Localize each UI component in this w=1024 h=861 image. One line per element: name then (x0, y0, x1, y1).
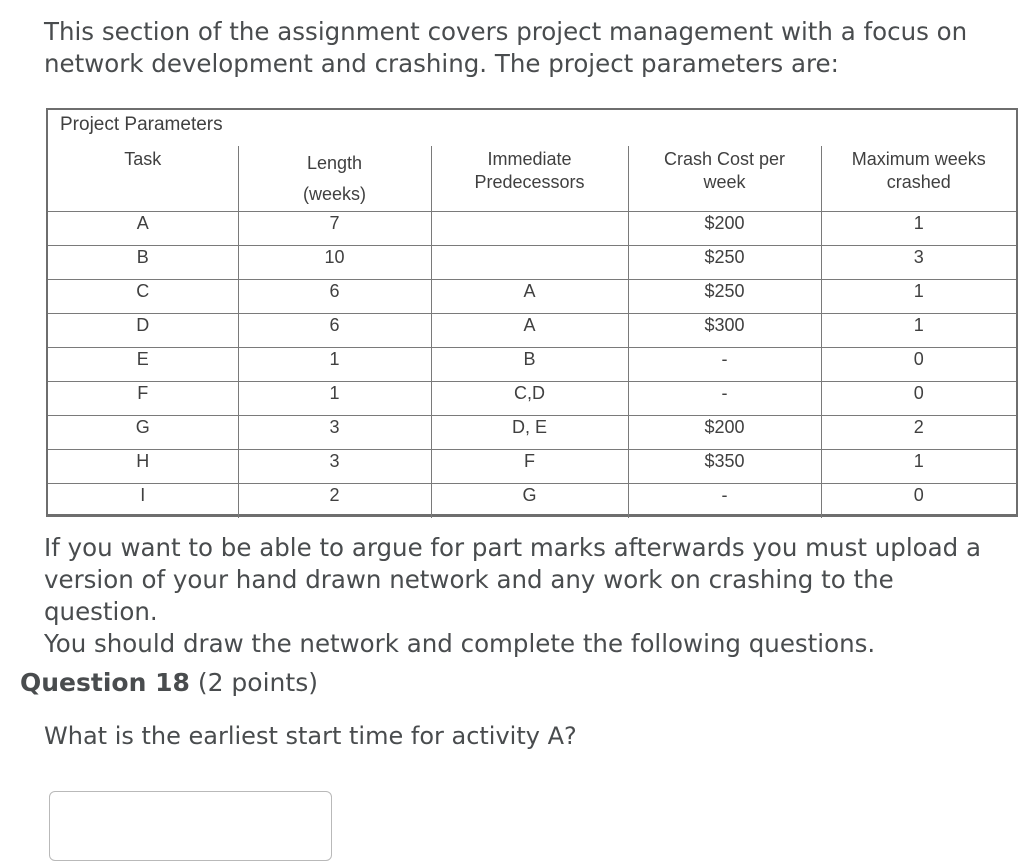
cell-predecessors: B (431, 347, 628, 381)
cell-predecessors: A (431, 279, 628, 313)
header-pred-line-2: Predecessors (474, 172, 585, 192)
table-header-row (48, 146, 1016, 211)
table-row (48, 483, 1016, 518)
cell-crash-cost: $300 (628, 313, 821, 347)
cell-length: 3 (238, 449, 431, 483)
header-task (48, 146, 238, 211)
cell-crash-cost: - (628, 347, 821, 381)
table-row (48, 279, 1016, 313)
cell-task: A (48, 211, 238, 245)
header-pred-line-1: Immediate (487, 149, 572, 169)
table-row (48, 381, 1016, 415)
cell-max-weeks: 1 (821, 279, 1016, 313)
note-line-2: version of your hand drawn network and any work on crashing to the question. (44, 565, 894, 626)
cell-predecessors: F (431, 449, 628, 483)
cell-crash-cost: $250 (628, 245, 821, 279)
table-row (48, 347, 1016, 381)
cell-length: 6 (238, 279, 431, 313)
cell-length: 2 (238, 483, 431, 518)
cell-task: D (48, 313, 238, 347)
cell-length: 1 (238, 381, 431, 415)
note-line-1: If you want to be able to argue for part marks afterwards you must upload a (44, 533, 981, 562)
header-cost-line-1: Crash Cost per (663, 149, 786, 169)
cell-task: H (48, 449, 238, 483)
cell-max-weeks: 0 (821, 483, 1016, 518)
header-max-line-2: crashed (886, 172, 951, 192)
table-row (48, 313, 1016, 347)
parameters-grid (48, 146, 1016, 518)
header-max-weeks (821, 146, 1016, 211)
cell-length: 7 (238, 211, 431, 245)
header-length-line-2: (weeks) (302, 184, 366, 204)
cell-task: C (48, 279, 238, 313)
cell-max-weeks: 2 (821, 415, 1016, 449)
cell-predecessors: D, E (431, 415, 628, 449)
header-predecessors (431, 146, 628, 211)
intro-line-1: This section of the assignment covers project management with a focus on (44, 17, 968, 46)
cell-max-weeks: 1 (821, 313, 1016, 347)
question-heading (20, 668, 318, 697)
question-text: What is the earliest start time for activity A? (44, 722, 577, 750)
table-row (48, 245, 1016, 279)
cell-predecessors: A (431, 313, 628, 347)
cell-max-weeks: 3 (821, 245, 1016, 279)
header-max-line-1: Maximum weeks (851, 149, 986, 169)
cell-task: B (48, 245, 238, 279)
cell-crash-cost: - (628, 381, 821, 415)
question-title: Question 18 (20, 668, 190, 697)
table-row (48, 449, 1016, 483)
intro-line-2: network development and crashing. The project parameters are: (44, 49, 839, 78)
cell-length: 6 (238, 313, 431, 347)
project-parameters-table (46, 108, 1018, 517)
cell-crash-cost: $350 (628, 449, 821, 483)
cell-predecessors: C,D (431, 381, 628, 415)
cell-crash-cost: $200 (628, 415, 821, 449)
intro-text (44, 16, 1004, 80)
cell-task: F (48, 381, 238, 415)
table-row (48, 211, 1016, 245)
note-line-3: You should draw the network and complete the following questions. (44, 629, 876, 658)
cell-predecessors (431, 211, 628, 245)
cell-task: E (48, 347, 238, 381)
cell-max-weeks: 1 (821, 449, 1016, 483)
cell-max-weeks: 0 (821, 381, 1016, 415)
cell-length: 3 (238, 415, 431, 449)
cell-crash-cost: $200 (628, 211, 821, 245)
answer-input[interactable] (49, 791, 332, 861)
cell-max-weeks: 1 (821, 211, 1016, 245)
cell-length: 1 (238, 347, 431, 381)
header-length (238, 146, 431, 211)
cell-crash-cost: $250 (628, 279, 821, 313)
header-length-line-1: Length (306, 153, 363, 173)
cell-crash-cost: - (628, 483, 821, 518)
cell-predecessors: G (431, 483, 628, 518)
cell-max-weeks: 0 (821, 347, 1016, 381)
cell-predecessors (431, 245, 628, 279)
table-row (48, 415, 1016, 449)
header-cost-line-2: week (703, 172, 746, 192)
upload-instructions (44, 532, 1004, 660)
cell-length: 10 (238, 245, 431, 279)
header-crash-cost (628, 146, 821, 211)
cell-task: I (48, 483, 238, 518)
header-task-label: Task (124, 149, 162, 169)
table-caption: Project Parameters (60, 114, 223, 135)
question-points: (2 points) (197, 668, 318, 697)
cell-task: G (48, 415, 238, 449)
